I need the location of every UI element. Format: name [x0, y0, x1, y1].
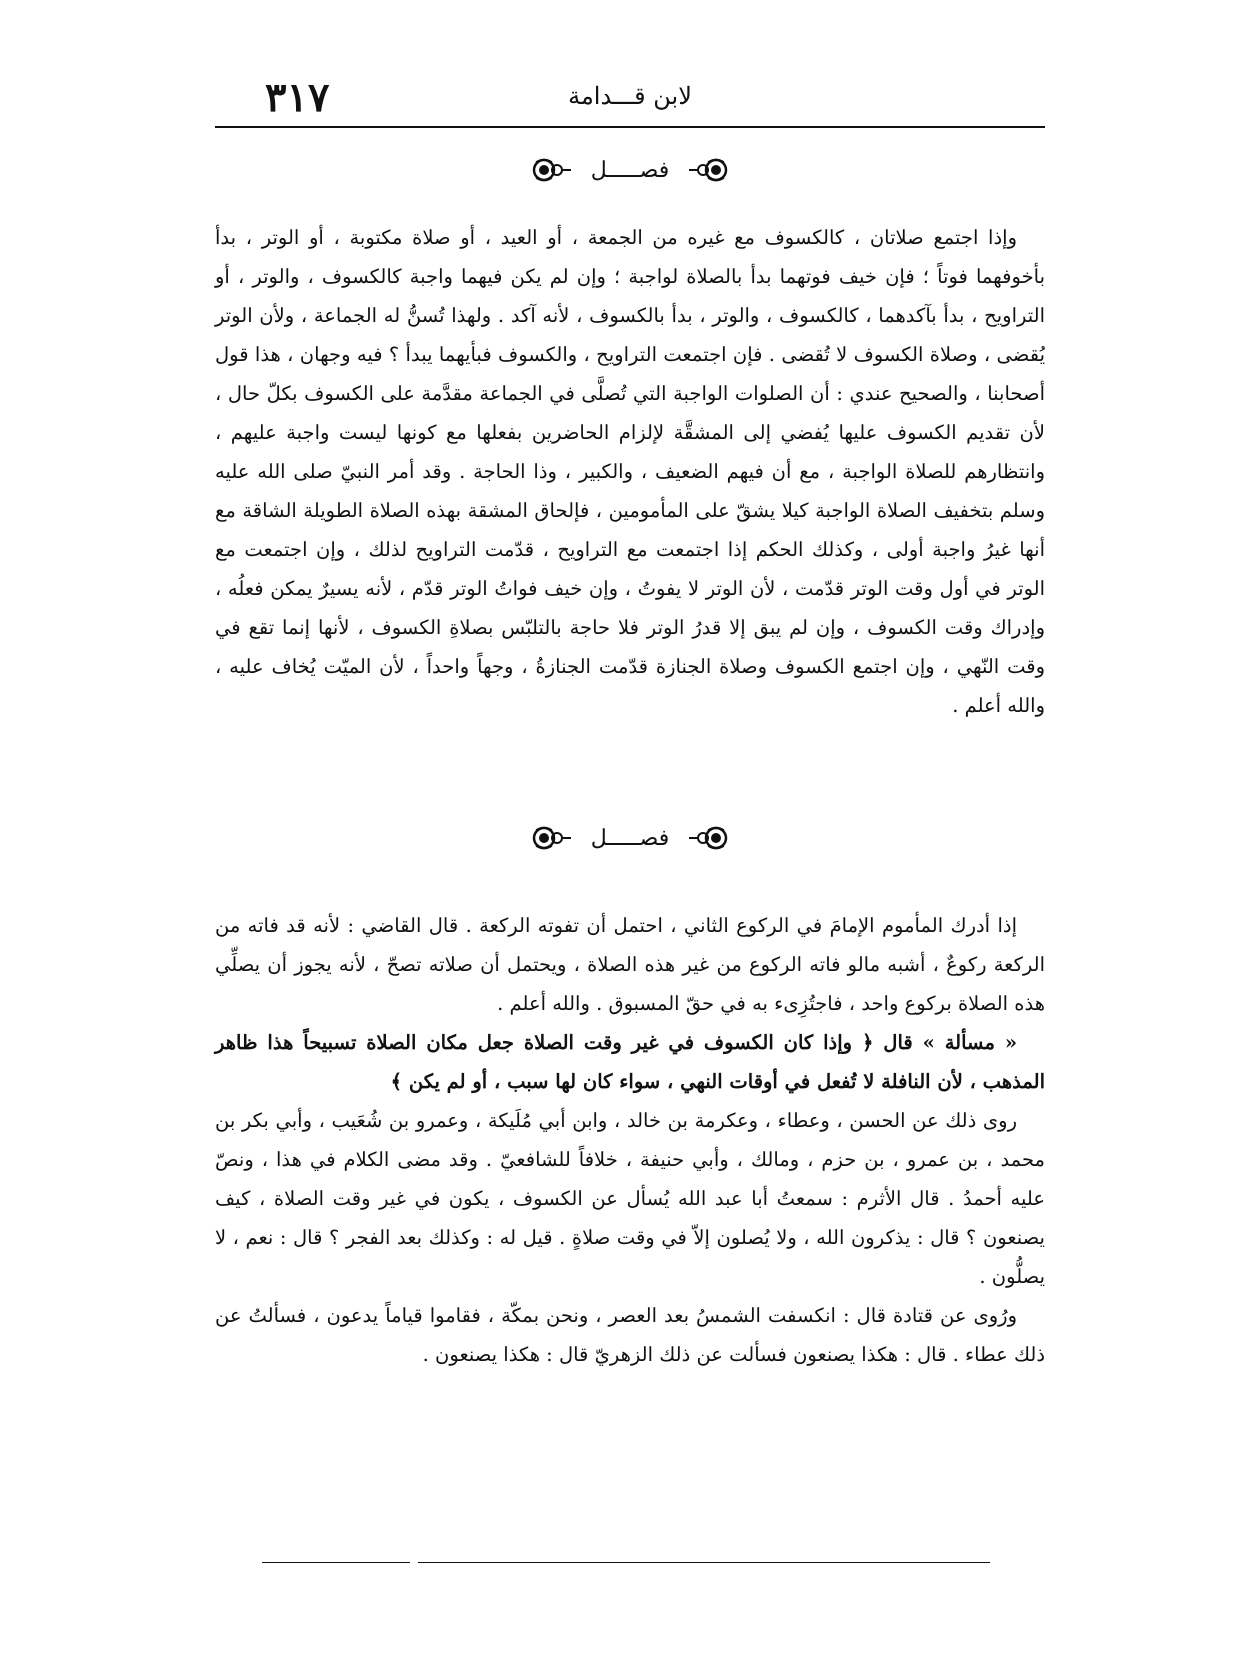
section-heading-text: فصـــــل — [590, 157, 670, 183]
masala-paragraph: « مسألة » قال ﴿ وإذا كان الكسوف في غير وقت الصلاة جعل مكان الصلاة تسبيحاً هذا ظاهر المذهب ، لأن النافلة لا تُفعل في أوقات النهي ، سواء كان لها سبب ، أو لم يكن ﴾ — [215, 1031, 1045, 1093]
paragraph: إذا أدرك المأموم الإمامَ في الركوع الثاني ، احتمل أن تفوته الركعة . قال القاضي : لأنه قد فاته من الركعة ركوعٌ ، أشبه مالو فاته الركوع من غير هذه الصلاة ، ويحتمل أن صلاته تصحّ ، لأنه يجوز أن يصلِّي هذه الصلاة بركوع واحد ، فاجتُزِىء به في حقّ المسبوق . والله أعلم . — [215, 914, 1045, 1015]
floral-ornament-icon — [527, 157, 573, 183]
section-heading-1 — [215, 150, 1045, 190]
section-2-body — [215, 906, 1045, 1374]
paragraph: روى ذلك عن الحسن ، وعطاء ، وعكرمة بن خالد ، وابن أبي مُلَيكة ، وعمرو بن شُعَيب ، وأبي بكر بن محمد ، بن عمرو ، بن حزم ، ومالك ، وأبي حنيفة ، خلافاً للشافعيّ . وقد مضى الكلام في هذا ، ونصّ عليه أحمدُ . قال الأثرم : سمعتُ أبا عبد الله يُسأل عن الكسوف ، يكون في غير وقت الصلاة ، كيف يصنعون ؟ قال : يذكرون الله ، ولا يُصلون إلاّ في وقت صلاةٍ . قيل له : وكذلك بعد الفجر ؟ قال : نعم ، لا يصلُّون . — [215, 1109, 1045, 1288]
section-1-body — [215, 218, 1045, 725]
floral-ornament-icon — [687, 825, 733, 851]
paragraph: وإذا اجتمع صلاتان ، كالكسوف مع غيره من الجمعة ، أو العيد ، أو صلاة مكتوبة ، أو الوتر ، بدأ بأخوفهما فوتاً ؛ فإن خيف فوتهما بدأ بالصلاة لواجبة ؛ وإن لم يكن فيهما واجبة كالكسوف ، والوتر ، أو التراويح ، بدأ بآكدهما ، كالكسوف ، والوتر ، بدأ بالكسوف ، لأنه آكد . ولهذا تُسنُّ له الجماعة ، ولأن الوتر يُقضى ، وصلاة الكسوف لا تُقضى . فإن اجتمعت التراويح ، والكسوف فبأيهما يبدأ ؟ فيه وجهان ، هذا قول أصحابنا ، والصحيح عندي : أن الصلوات الواجبة التي تُصلَّى في الجماعة مقدَّمة على الكسوف بكلّ حال ، لأن تقديم الكسوف عليها يُفضي إلى المشقَّة لإلزام الحاضرين بفعلها مع كونها ليست واجبة عليهم ، وانتظارهم للصلاة الواجبة ، مع أن فيهم الضعيف ، والكبير ، وذا الحاجة . وقد أمر النبيّ صلى الله عليه وسلم بتخفيف الصلاة الواجبة كيلا يشقّ على المأمومين ، فإلحاق المشقة بهذه الصلاة الطويلة الشاقة مع أنها غيرُ واجبة أولى ، وكذلك الحكم إذا اجتمعت مع التراويح ، قدّمت التراويح لذلك ، وإن اجتمعت مع الوتر في أول وقت الوتر قدّمت ، لأن الوتر لا يفوتُ ، وإن خيف فواتُ الوتر قدّم ، لأنه يسيرٌ يمكن فعلُه ، وإدراك وقت الكسوف ، وإن لم يبق إلا قدرُ الوتر فلا حاجة بالتلبّس بصلاةِ الكسوف ، لأنها إنما تقع في وقت النّهي ، وإن اجتمع الكسوف وصلاة الجنازة قدّمت الجنازةُ ، وجهاً واحداً ، لأن الميّت يُخاف عليه ، والله أعلم . — [215, 226, 1045, 717]
running-title: لابن قـــدامة — [568, 82, 692, 110]
footnote-rule-right — [418, 1562, 990, 1563]
page-number: ٣١٧ — [265, 74, 330, 121]
floral-ornament-icon — [527, 825, 573, 851]
footnote-rule-left — [262, 1562, 410, 1563]
floral-ornament-icon — [687, 157, 733, 183]
header-rule — [215, 126, 1045, 128]
page-header — [215, 74, 1045, 126]
paragraph: ورُوى عن قتادة قال : انكسفت الشمسُ بعد العصر ، ونحن بمكّة ، فقاموا قياماً يدعون ، فسألتُ عن ذلك عطاء . قال : هكذا يصنعون فسألت عن ذلك الزهريّ قال : هكذا يصنعون . — [215, 1304, 1045, 1366]
section-heading-2 — [215, 818, 1045, 858]
section-heading-text: فصـــــل — [590, 825, 670, 851]
